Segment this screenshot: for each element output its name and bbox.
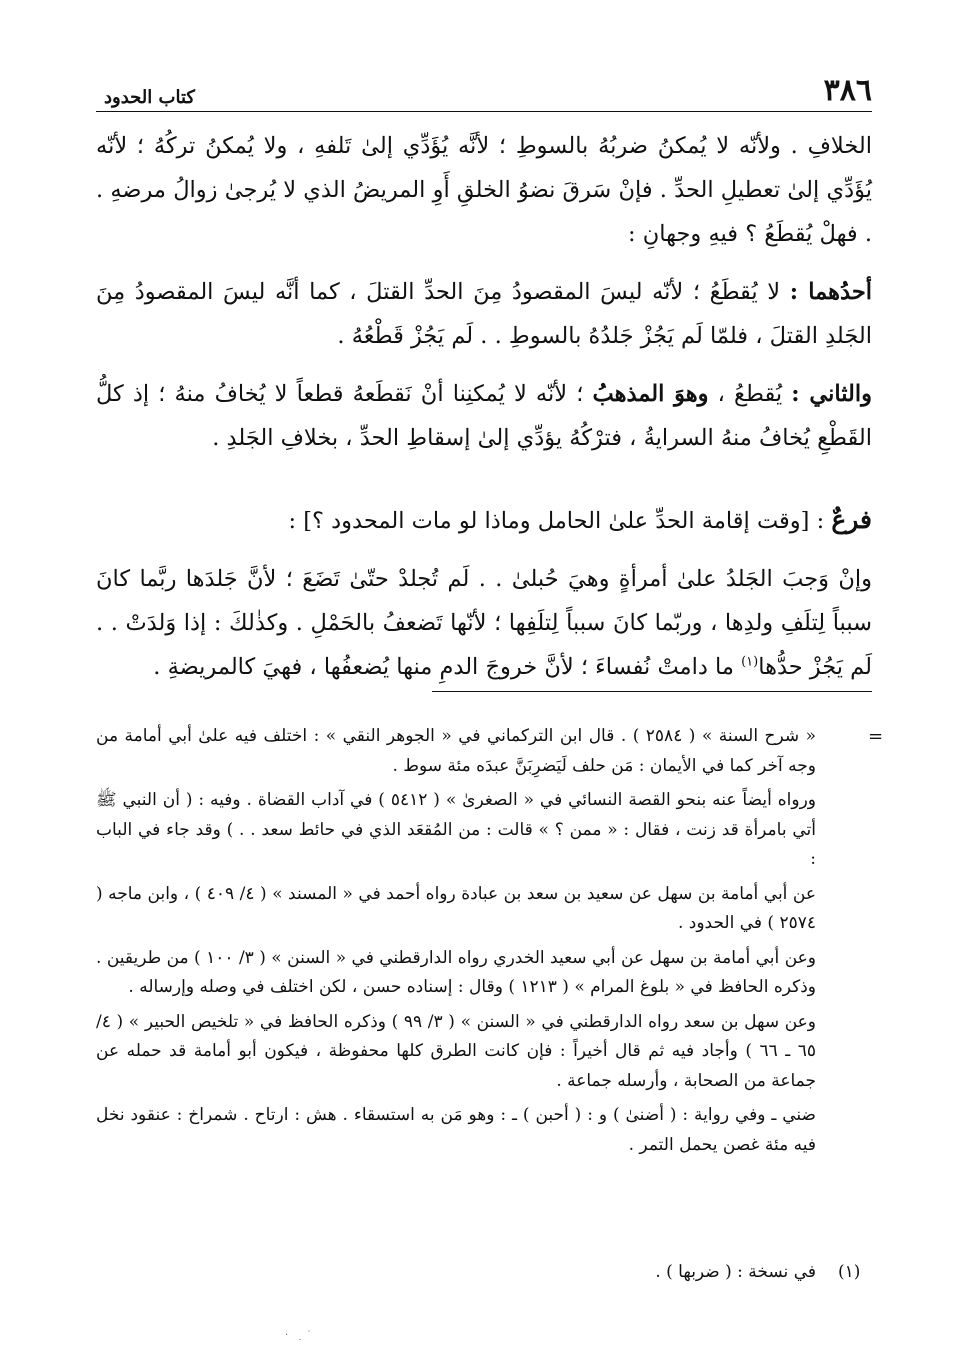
first-view-text: لا يُقطَعُ ؛ لأنّه ليسَ المقصودُ مِنَ الحدِّ القتلَ ، كما أنَّه ليسَ المقصودُ مِنَ الجَلدِ القتلَ ، فلمّا لَم يَجُزْ جَلدُهُ بالسوطِ . . لَم يَجُزْ قَطْعُهُ .: [96, 279, 872, 349]
footnote-rule: [432, 691, 872, 692]
far-heading: [96, 498, 872, 543]
footnote-para: « شرح السنة » ( ٢٥٨٤ ) . قال ابن التركماني في « الجوهر النقي » : اختلف فيه علىٰ أبي أمامة من وجه آخر كما في الأيمان : مَن حلف لَيَضرِبَنَّ عبدَه مئة سوط .: [96, 726, 816, 776]
footnote-ref-1[interactable]: (١): [741, 654, 759, 670]
header-rule: [96, 111, 872, 112]
second-view-lead: والثاني :: [791, 381, 872, 407]
pregnant-text-b: ما دامتْ نُفساءَ ؛ لأنَّ خروجَ الدمِ منها يُضعفُها ، فهيَ كالمريضةِ .: [153, 654, 742, 680]
footnote-para: وعن سهل بن سعد رواه الدارقطني في « السنن » ( ٣/ ٩٩ ) وذكره الحافظ في « تلخيص الحبير » ( ٤/ ٦٥ ـ ٦٦ ) وأجاد فيه ثم قال أخيراً : فإن كانت الطرق كلها محفوظة ، فيكون أبو أمامة قد حمله عن جماعة من الصحابة ، وأرسله جماعة .: [96, 1011, 817, 1091]
footnote-1-text: في نسخة : ( ضربها ) .: [655, 1262, 816, 1282]
paragraph-pregnant: [96, 557, 872, 689]
footnote-para: وعن أبي أمامة بن سهل عن أبي سعيد الخدري رواه الدارقطني في « السنن » ( ٣/ ١٠٠ ) من طريقين . وذكره الحافظ في « بلوغ المرام » ( ١٢١٣ ) وقال : إسناده حسن ، لكن اختلف في وصله وإرساله .: [96, 947, 816, 997]
footnote-1-number: (١): [838, 1262, 861, 1282]
madhhab-label: وهوَ المذهبُ: [592, 381, 709, 407]
page-header: [96, 66, 872, 108]
continuation-mark: =: [868, 726, 884, 747]
second-view-mid: يُقطعُ ،: [708, 381, 792, 407]
paragraph-first-view: [96, 270, 872, 358]
paragraph-intro: الخلافِ . ولأنّه لا يُمكنُ ضربُهُ بالسوطِ ؛ لأنَّه يُؤَدِّي إلىٰ تَلفهِ ، ولا يُمكنُ تركُهُ ؛ لأنّه يُؤَدِّي إلىٰ تعطيلِ الحدِّ . فإنْ سَرقَ نضوُ الخلقِ أَوِ المريضُ الذي لا يُرجىٰ زوالُ مرضهِ . . فهلْ يُقطَعُ ؟ فيهِ وجهانِ :: [96, 133, 872, 247]
book-title: كتاب الحدود: [104, 87, 195, 108]
main-text: [96, 124, 872, 703]
footnote-para: ورواه أيضاً عنه بنحو القصة النسائي في « الصغرىٰ » ( ٥٤١٢ ) في آداب القضاة . وفيه : ( أن النبي ﷺ أتي بامرأة قد زنت ، فقال : « ممن ؟ » قالت : من المُقعَد الذي في حائط سعد . . ) وقد جاء في الباب :: [96, 790, 816, 869]
footnote-para: عن أبي أمامة بن سهل عن سعيد بن سعد بن عبادة رواه أحمد في « المسند » ( ٤/ ٤٠٩ ) ، وابن ماجه ( ٢٥٧٤ ) في الحدود .: [96, 883, 816, 933]
footnote-para: ضني ـ وفي رواية : ( أضنىٰ ) و : ( أحبن ) ـ : وهو مَن به استسقاء . هش : ارتاح . شمراخ : عنقود نخل فيه مئة غصن يحمل التمر .: [96, 1105, 816, 1155]
paragraph-second-view: [96, 372, 872, 460]
page-number: ٣٨٦: [823, 73, 872, 108]
pregnant-text-a: وإنْ وَجبَ الجَلدُ علىٰ أمرأةٍ وهيَ حُبلىٰ . . لَم تُجلدْ حتّىٰ تَضَعَ ؛ لأنَّ جَلدَها ربَّما كانَ سبباً لِتلَفِ ولدِها ، وربّما كانَ سبباً لِتلَفِها ؛ لأنّها تَضعفُ بالحَمْلِ . وكذٰلكَ : إذا وَلدَتْ . . لَم يَجُزْ حدُّها: [96, 566, 872, 680]
footnotes-block: [96, 722, 816, 1165]
first-view-lead: أحدُهما :: [789, 279, 872, 305]
far-label: فرعٌ: [831, 505, 872, 534]
scan-specks: ˙ ̣ ·: [285, 1330, 316, 1341]
second-view-text: ؛ لأنّه لا يُمكنِنا أنْ نَقطَعهُ قطعاً لا يُخافُ منهُ ؛ إذ كلُّ القَطْعِ يُخافُ منهُ السرايةُ ، فترْكُهُ يؤدِّي إلىٰ إسقاطِ الحدِّ ، بخلافِ الجَلدِ .: [96, 381, 872, 451]
far-title: : [وقت إقامة الحدِّ علىٰ الحامل وماذا لو مات المحدود ؟] :: [288, 508, 832, 534]
